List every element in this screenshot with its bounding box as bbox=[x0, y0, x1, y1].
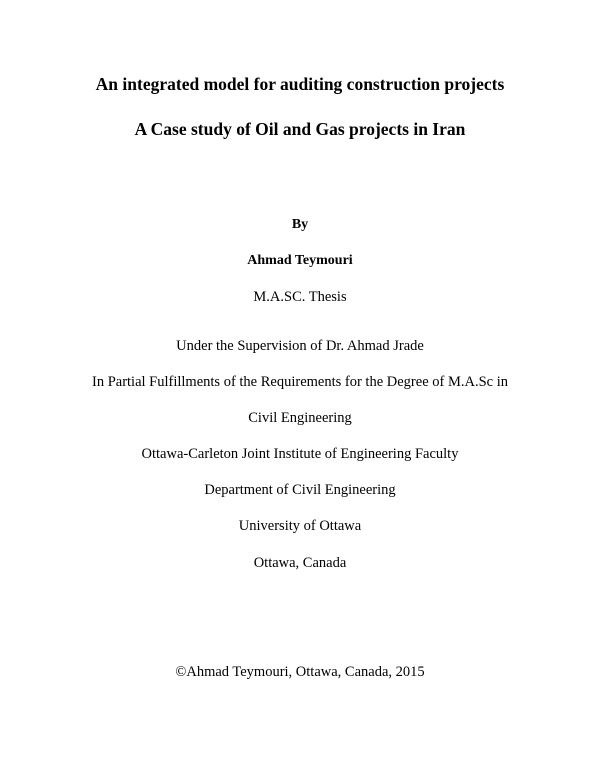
degree-statement: In Partial Fulfillments of the Requirements for the Degree of M.A.Sc in bbox=[92, 374, 508, 390]
copyright-notice: ©Ahmad Teymouri, Ottawa, Canada, 2015 bbox=[175, 664, 425, 680]
institute: Ottawa-Carleton Joint Institute of Engineering Faculty bbox=[141, 446, 459, 462]
location: Ottawa, Canada bbox=[253, 555, 347, 571]
discipline: Civil Engineering bbox=[248, 410, 352, 426]
title-line-1: An integrated model for auditing construction projects bbox=[95, 74, 505, 94]
supervision-line: Under the Supervision of Dr. Ahmad Jrade bbox=[176, 338, 424, 354]
university: University of Ottawa bbox=[238, 518, 362, 534]
author-name: Ahmad Teymouri bbox=[247, 253, 353, 268]
by-label: By bbox=[291, 217, 309, 232]
department: Department of Civil Engineering bbox=[204, 482, 396, 498]
thesis-type: M.A.SC. Thesis bbox=[253, 289, 347, 305]
title-line-2: A Case study of Oil and Gas projects in Iran bbox=[134, 119, 466, 139]
